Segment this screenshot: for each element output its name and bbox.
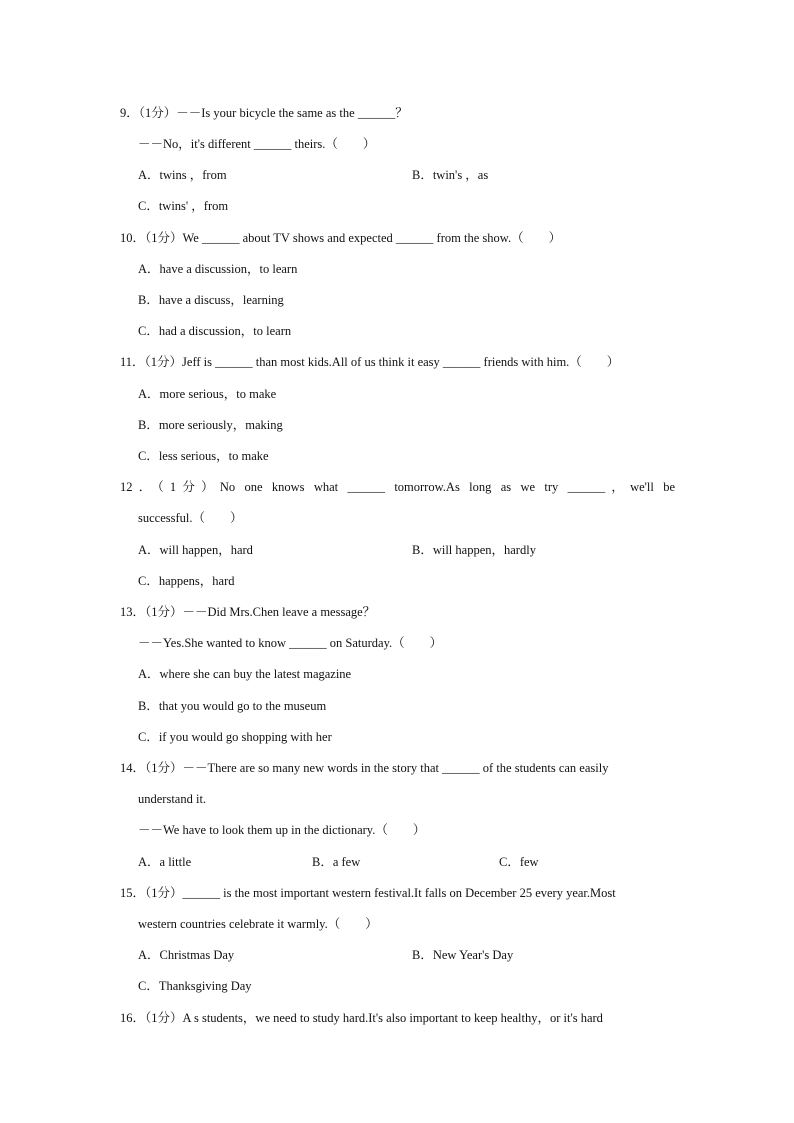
question-11-option-b: B．more seriously，making	[138, 418, 283, 432]
question-9-stem: 9．（1分）－－Is your bicycle the same as the ______？	[120, 106, 408, 120]
question-9-option-b: B．twin's ，as	[412, 168, 489, 182]
question-9-option-a: A．twins ，from	[138, 168, 227, 182]
question-14-stem-continued: understand it.	[138, 792, 207, 806]
question-14-option-c: C．few	[499, 855, 539, 869]
question-13-option-c: C．if you would go shopping with her	[138, 730, 332, 744]
question-15-option-a: A．Christmas Day	[138, 948, 235, 962]
question-11-option-a: A．more serious，to make	[138, 387, 277, 401]
question-14-option-b: B．a few	[312, 855, 361, 869]
question-13-option-a: A．where she can buy the latest magazine	[138, 667, 352, 681]
question-13-option-b: B．that you would go to the museum	[138, 699, 327, 713]
question-12-option-b: B．will happen，hardly	[412, 543, 536, 557]
question-9-reply: －－No，it's different ______ theirs.（ ）	[138, 137, 376, 151]
question-14-option-a: A．a little	[138, 855, 192, 869]
question-13-stem: 13．（1分）－－Did Mrs.Chen leave a message？	[120, 605, 376, 619]
question-15-stem: 15．（1分）______ is the most important western festival.It falls on December 25 every year.Most	[120, 886, 616, 900]
question-14-reply: －－We have to look them up in the dictionary.（ ）	[138, 823, 426, 837]
question-16-stem: 16．（1分）A s students，we need to study hard.It's also important to keep healthy，or it's hard	[120, 1011, 603, 1025]
question-12-option-a: A．will happen，hard	[138, 543, 253, 557]
question-15-option-b: B．New Year's Day	[412, 948, 514, 962]
question-15-option-c: C．Thanksgiving Day	[138, 979, 252, 993]
question-15-stem-continued: western countries celebrate it warmly.（ ）	[138, 917, 378, 931]
question-10-option-b: B．have a discuss，learning	[138, 293, 284, 307]
question-12-option-c: C．happens，hard	[138, 574, 235, 588]
question-11-option-c: C．less serious，to make	[138, 449, 269, 463]
question-14-stem: 14．（1分）－－There are so many new words in the story that ______ of the students can easily	[120, 761, 609, 775]
question-10-stem: 10．（1分）We ______ about TV shows and expected ______ from the show.（ ）	[120, 231, 562, 245]
question-13-reply: －－Yes.She wanted to know ______ on Saturday.（ ）	[138, 636, 443, 650]
question-10-option-a: A．have a discussion，to learn	[138, 262, 298, 276]
question-10-option-c: C．had a discussion，to learn	[138, 324, 292, 338]
question-9-option-c: C．twins' ，from	[138, 199, 229, 213]
question-12-stem: 12．（1分）No one knows what ______ tomorrow.As long as we try ______，we'll be	[120, 480, 675, 494]
question-11-stem: 11．（1分）Jeff is ______ than most kids.All of us think it easy ______ friends with him.（ ）	[120, 355, 620, 369]
question-12-stem-continued: successful.（ ）	[138, 511, 243, 525]
